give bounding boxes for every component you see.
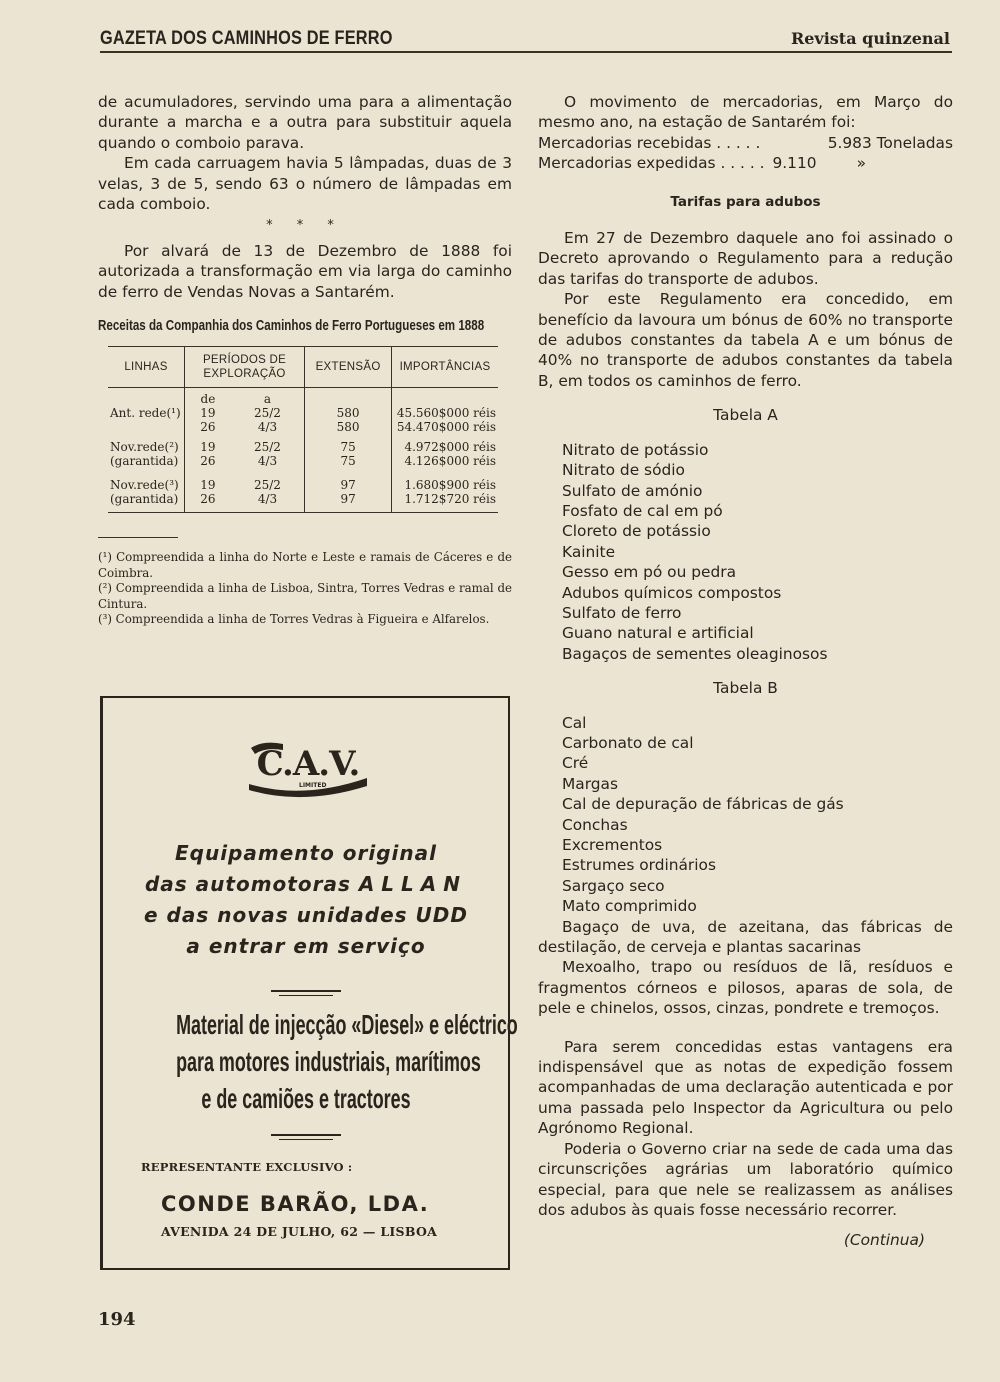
- extent-cell: 75: [305, 434, 392, 454]
- list-item: Gesso em pó ou pedra: [562, 563, 737, 582]
- list-item: Kainite: [562, 542, 616, 561]
- table-row: [108, 454, 498, 468]
- ad-divider: [271, 1134, 341, 1136]
- representative-label: REPRESENTANTE EXCLUSIVO :: [141, 1160, 353, 1174]
- col-header: PERÍODOS DE EXPLORAÇÃO: [185, 347, 305, 388]
- goods-value: 5.983 Toneladas: [827, 133, 953, 152]
- list-item: Sulfato de amónio: [562, 481, 703, 500]
- revenue-table: [108, 346, 498, 513]
- date-cell: 26: [185, 454, 231, 468]
- date-cell: 25/2: [253, 440, 281, 455]
- date-cell: 26: [185, 492, 231, 513]
- section-title: Tarifas para adubos: [670, 193, 821, 210]
- ad-divider: [279, 1139, 333, 1140]
- line-cell: Ant. rede(¹): [110, 406, 181, 421]
- right-column: [538, 92, 953, 1251]
- section-separator: * * *: [266, 218, 344, 234]
- amount-cell: 4.972$000 réis: [392, 434, 498, 454]
- list-b-long: [538, 917, 953, 1019]
- list-item: Margas: [562, 774, 618, 793]
- col-header: EXTENSÃO: [305, 347, 392, 388]
- goods-line: [538, 153, 953, 173]
- list-b: [562, 713, 953, 917]
- extent-cell: 580: [305, 420, 392, 434]
- list-item: Estrumes ordinários: [562, 856, 716, 875]
- ad-slogan: [103, 838, 509, 962]
- list-item: Fosfato de cal em pó: [562, 501, 723, 520]
- table-row: [108, 406, 498, 420]
- paragraph: O movimento de mercadorias, em Março do mesmo ano, na estação de Santarém foi:: [538, 93, 953, 132]
- amount-cell: 4.126$000 réis: [392, 454, 498, 468]
- line-cell: Nov.rede(³): [110, 478, 179, 493]
- paragraph: Para serem concedidas estas vantagens era indispensável que as notas de expedição fossem acompanhadas de uma declaração autenticada e por uma passada pelo Inspector da Agricultura ou pelo Agrónomo Regional.: [538, 1037, 953, 1138]
- left-column: [98, 92, 512, 628]
- page-number: 194: [98, 1309, 136, 1330]
- list-item: Mexoalho, trapo ou resíduos de lã, resíduos e fragmentos córneos e pilosos, aparas de sola, de pele e chinelos, ossos, cinzas, pondrete e tremoços.: [538, 958, 953, 1018]
- extent-cell: 75: [305, 454, 392, 468]
- line-cell: (garantida): [110, 454, 179, 469]
- list-item: Guano natural e artificial: [562, 624, 754, 643]
- list-heading: Tabela A: [713, 406, 778, 425]
- sub-header: de: [185, 388, 231, 407]
- list-item: Sulfato de ferro: [562, 603, 682, 622]
- amount-cell: 1.680$900 réis: [392, 468, 498, 492]
- table-title: Receitas da Companhia dos Caminhos de Ferro Portugueses em 1888: [98, 318, 485, 335]
- table-row: [108, 434, 498, 454]
- line-cell: [108, 420, 185, 434]
- col-header: LINHAS: [108, 347, 185, 388]
- paragraph: Em cada carruagem havia 5 lâmpadas, duas de 3 velas, 3 de 5, sendo 63 o número de lâmpadas em cada comboio.: [98, 154, 512, 214]
- date-cell: 4/3: [257, 454, 278, 469]
- date-cell: 25/2: [253, 406, 281, 421]
- ad-divider: [271, 990, 341, 992]
- line-cell: (garantida): [108, 492, 185, 513]
- ad-products: [103, 1006, 518, 1117]
- slogan-line: [103, 869, 509, 900]
- extent-cell: 97: [305, 468, 392, 492]
- paragraph: de acumuladores, servindo uma para a alimentação durante a marcha e a outra para substituir aquela quando o comboio parava.: [98, 93, 512, 152]
- header-rule: [100, 51, 952, 53]
- table-row: [108, 420, 498, 434]
- col-header: IMPORTÂNCIAS: [392, 347, 498, 388]
- product-line: e de camiões e tractores: [201, 1083, 411, 1114]
- table-header-row: [108, 347, 498, 388]
- slogan-brand: ALLAN: [358, 872, 467, 896]
- list-item: Cal de depuração de fábricas de gás: [562, 795, 844, 814]
- list-item: Adubos químicos compostos: [562, 583, 782, 602]
- paragraph: Em 27 de Dezembro daquele ano foi assinado o Decreto aprovando o Regulamento para a redução das tarifas do transporte de adubos.: [538, 229, 953, 288]
- goods-line: [538, 133, 953, 153]
- amount-cell: 1.712$720 réis: [392, 492, 498, 513]
- slogan-text: das automotoras: [144, 872, 351, 896]
- footnote: (¹) Compreendida a linha do Norte e Leste e ramais de Cáceres e de Coimbra.: [98, 550, 512, 580]
- list-heading: Tabela B: [713, 679, 778, 698]
- extent-cell: 580: [305, 406, 392, 420]
- date-cell: 4/3: [257, 420, 278, 435]
- slogan-line: a entrar em serviço: [186, 934, 426, 958]
- journal-title: GAZETA DOS CAMINHOS DE FERRO: [100, 28, 393, 49]
- goods-label: Mercadorias expedidas . . . . .: [538, 154, 765, 173]
- date-cell: 4/3: [231, 492, 305, 513]
- list-item: Bagaço de uva, de azeitana, das fábricas de destilação, de cerveja e plantas sacarinas: [538, 917, 953, 957]
- amount-cell: 54.470$000 réis: [392, 420, 498, 434]
- list-item: Cal: [562, 713, 587, 732]
- list-item: Carbonato de cal: [562, 733, 694, 752]
- product-line: para motores industriais, marítimos: [176, 1046, 481, 1077]
- goods-label: Mercadorias recebidas . . . . .: [538, 133, 761, 152]
- extent-cell: 97: [305, 492, 392, 513]
- list-item: Excrementos: [562, 836, 663, 854]
- list-a: [562, 440, 953, 664]
- table-row: [108, 468, 498, 492]
- logo-text: C.A.V.: [256, 744, 360, 784]
- footnote: (²) Compreendida a linha de Lisboa, Sintra, Torres Vedras e ramal de Cintura.: [98, 581, 512, 611]
- paragraph: Por este Regulamento era concedido, em benefício da lavoura um bónus de 60% no transporte de adubos constantes da tabela A e um bónus de 40% no transporte de adubos constantes da tabela B, em todos os caminhos de ferro.: [538, 290, 953, 390]
- list-item: Nitrato de sódio: [562, 461, 685, 480]
- list-item: Sargaço seco: [562, 876, 665, 895]
- goods-value: 9.110: [772, 154, 817, 173]
- logo-subtext: LIMITED: [299, 782, 327, 789]
- slogan-line: Equipamento original: [174, 841, 437, 865]
- date-cell: 26: [185, 420, 231, 434]
- ad-divider: [279, 995, 333, 996]
- list-item: Conchas: [562, 815, 628, 834]
- company-name: CONDE BARÃO, LDA.: [161, 1192, 430, 1216]
- continued-note: (Continua): [843, 1231, 925, 1250]
- date-cell: 19: [185, 406, 231, 420]
- sub-header: a: [263, 392, 272, 407]
- ditto-mark: »: [856, 154, 866, 173]
- date-cell: 19: [185, 468, 231, 492]
- footnote: (³) Compreendida a linha de Torres Vedras à Figueira e Alfarelos.: [98, 612, 490, 627]
- company-address: AVENIDA 24 DE JULHO, 62 — LISBOA: [161, 1224, 438, 1239]
- date-cell: 19: [185, 434, 231, 454]
- cav-logo: [243, 738, 373, 798]
- list-item: Cré: [562, 754, 589, 773]
- journal-subtitle: Revista quinzenal: [790, 29, 950, 48]
- advertisement: [100, 696, 518, 1270]
- slogan-line: e das novas unidades UDD: [144, 903, 468, 927]
- date-cell: 25/2: [253, 478, 281, 493]
- paragraph: Poderia o Governo criar na sede de cada uma das circunscrições agrárias um laboratório químico especial, para que nele se realizassem as análises dos adubos às quais fosse necessário recorrer.: [538, 1139, 953, 1219]
- product-line: Material de injecção «Diesel» e eléctrico: [176, 1009, 518, 1040]
- paragraph: Por alvará de 13 de Dezembro de 1888 foi autorizada a transformação em via larga do caminho de ferro de Vendas Novas a Santarém.: [98, 241, 512, 301]
- table-row: [108, 492, 498, 513]
- table-row: [108, 388, 498, 407]
- list-item: Nitrato de potássio: [562, 440, 709, 459]
- list-item: Cloreto de potássio: [562, 522, 711, 541]
- footnote-rule: [98, 537, 178, 538]
- amount-cell: 45.560$000 réis: [392, 406, 498, 420]
- list-item: Mato comprimido: [562, 897, 697, 916]
- line-cell: Nov.rede(²): [110, 440, 179, 455]
- list-item: Bagaços de sementes oleaginosos: [562, 644, 828, 663]
